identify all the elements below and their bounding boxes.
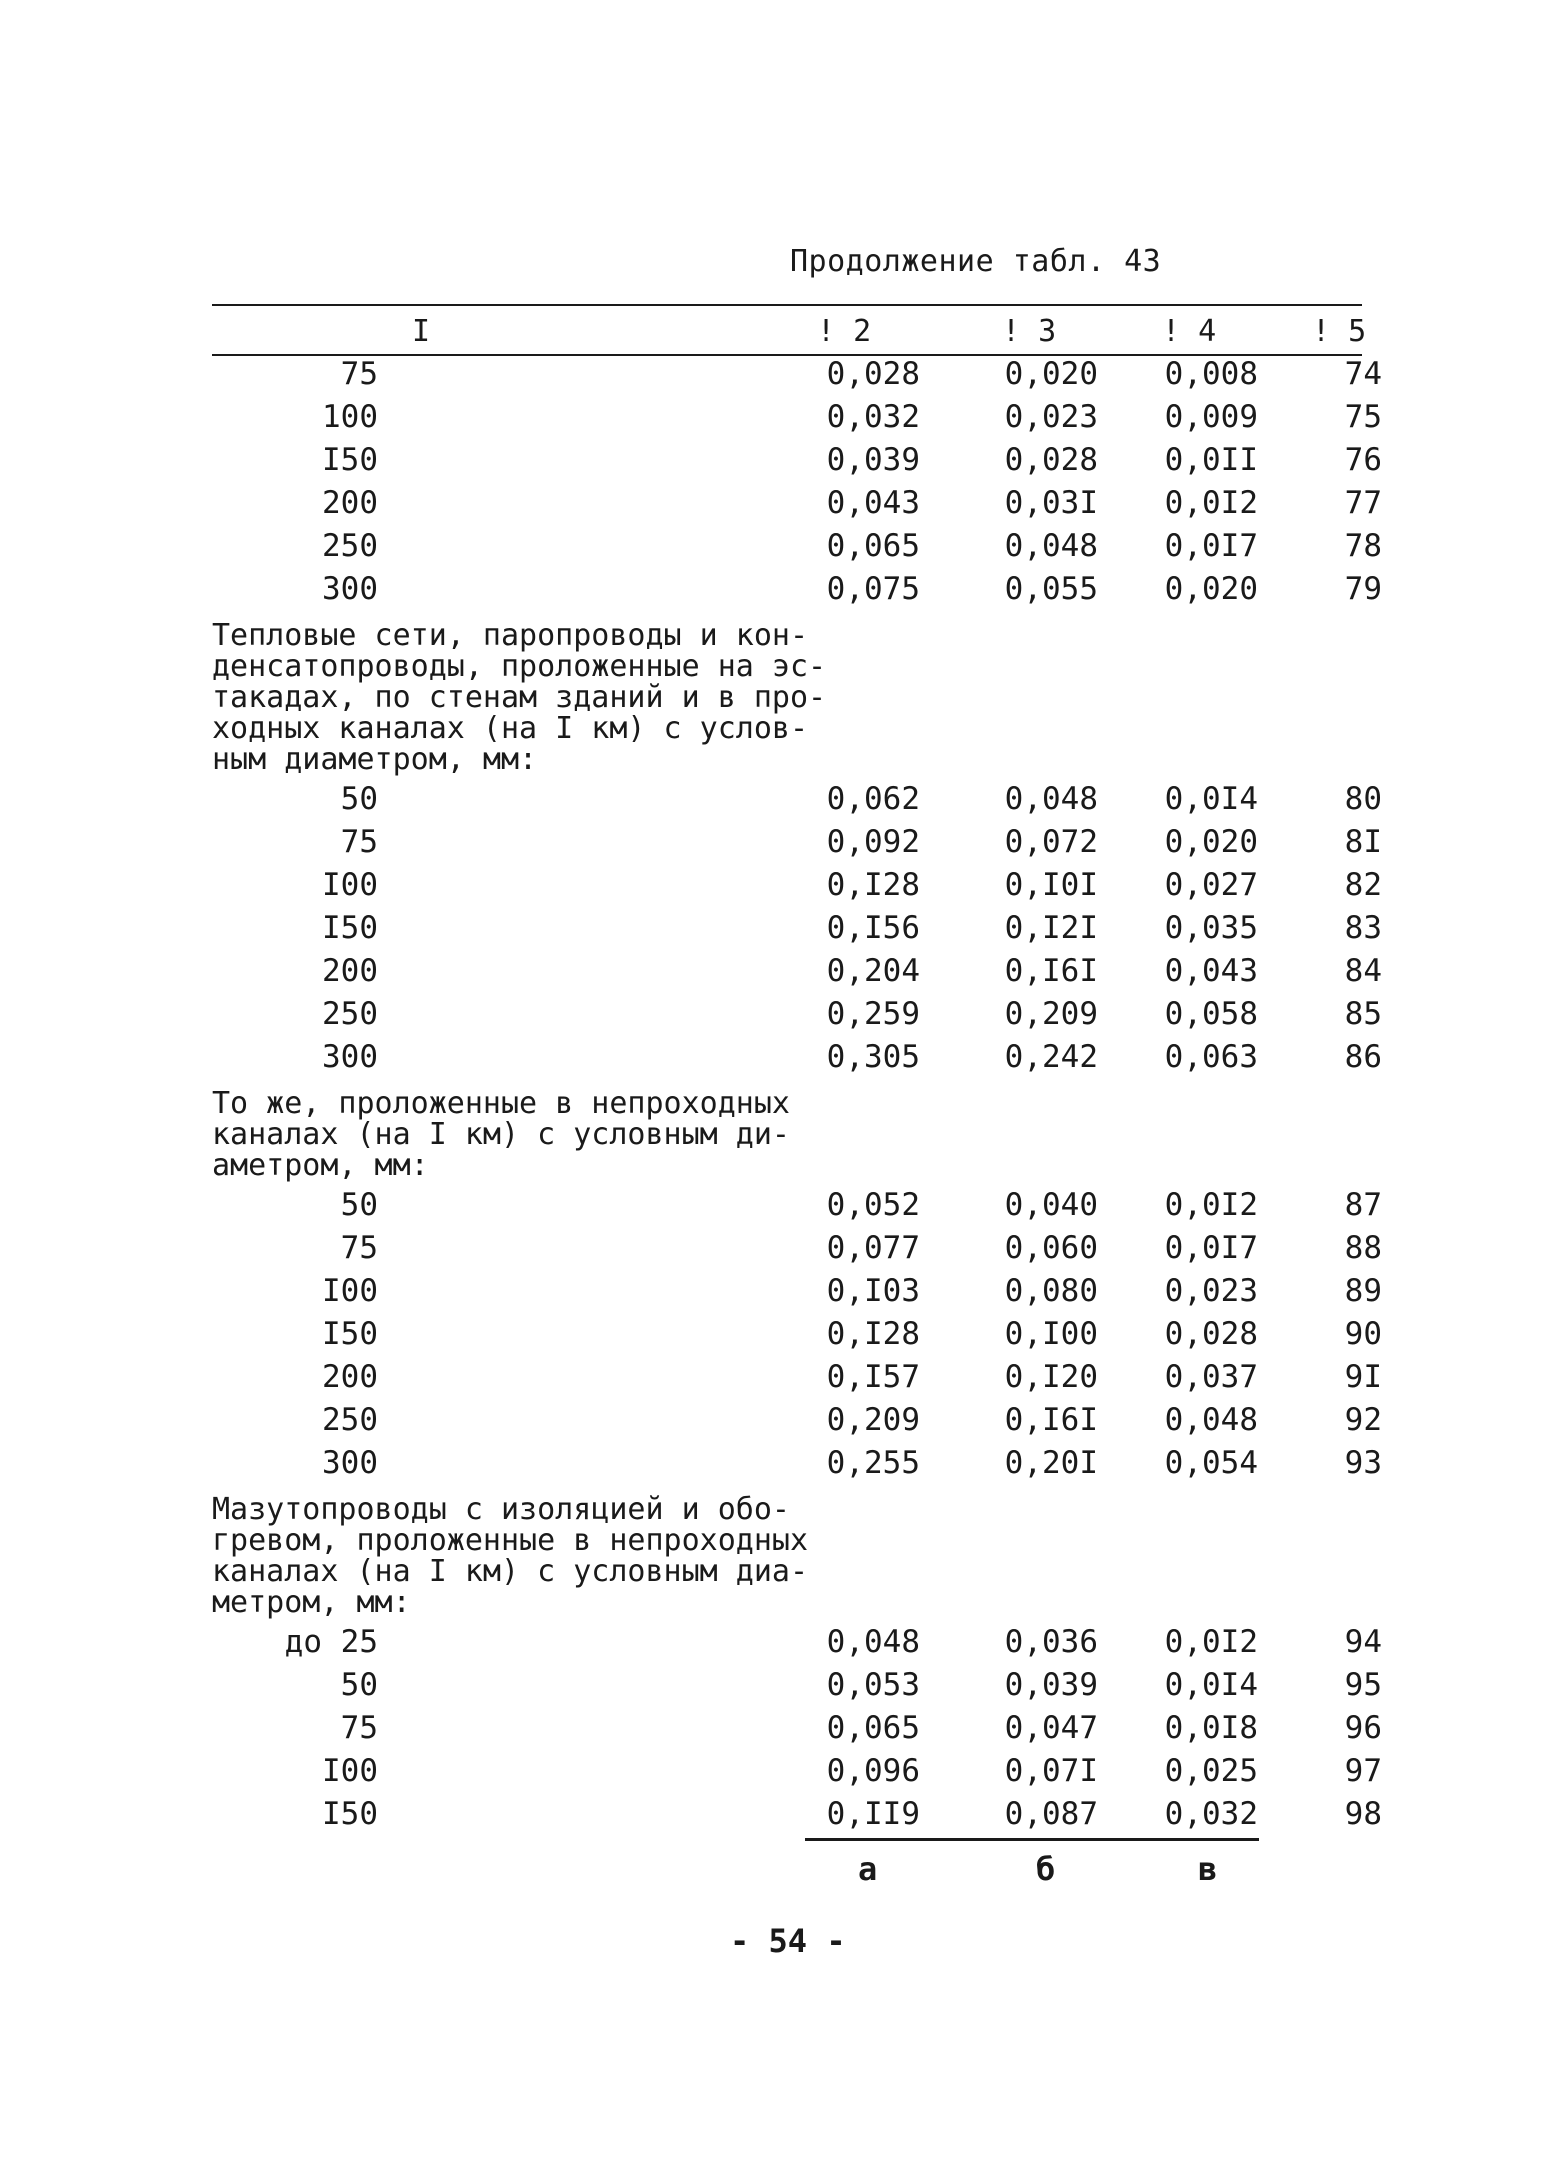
footer-label-b: б bbox=[1036, 1850, 1056, 1888]
row-number-cell: 77 bbox=[1344, 485, 1382, 521]
header-col-5: ! 5 bbox=[1312, 314, 1367, 349]
table-row bbox=[0, 1230, 1558, 1273]
page-number: - 54 - bbox=[730, 1922, 846, 1960]
col2-value-cell: 0,I28 bbox=[826, 867, 920, 903]
table-row bbox=[0, 485, 1558, 528]
col3-value-cell: 0,039 bbox=[1004, 1667, 1098, 1703]
col3-value-cell: 0,I6I bbox=[1004, 1402, 1098, 1438]
footer-label-c: в bbox=[1198, 1850, 1218, 1888]
col3-value-cell: 0,20I bbox=[1004, 1445, 1098, 1481]
diameter-cell: 300 bbox=[322, 571, 378, 607]
table-row bbox=[0, 1624, 1558, 1667]
table-row bbox=[0, 867, 1558, 910]
diameter-cell: 50 bbox=[340, 1187, 378, 1223]
diameter-cell: I50 bbox=[322, 910, 378, 946]
header-col-3: ! 3 bbox=[1002, 314, 1057, 349]
table-row bbox=[0, 781, 1558, 824]
col2-value-cell: 0,305 bbox=[826, 1039, 920, 1075]
col3-value-cell: 0,I20 bbox=[1004, 1359, 1098, 1395]
col3-value-cell: 0,036 bbox=[1004, 1624, 1098, 1660]
col2-value-cell: 0,039 bbox=[826, 442, 920, 478]
col2-value-cell: 0,065 bbox=[826, 528, 920, 564]
row-number-cell: 95 bbox=[1344, 1667, 1382, 1703]
footer-label-a: а bbox=[858, 1850, 878, 1888]
col3-value-cell: 0,080 bbox=[1004, 1273, 1098, 1309]
col4-value-cell: 0,063 bbox=[1164, 1039, 1258, 1075]
diameter-cell: I00 bbox=[322, 1273, 378, 1309]
col4-value-cell: 0,0II bbox=[1164, 442, 1258, 478]
diameter-cell: I50 bbox=[322, 1796, 378, 1832]
diameter-cell: I50 bbox=[322, 442, 378, 478]
diameter-cell: 50 bbox=[340, 781, 378, 817]
col4-value-cell: 0,020 bbox=[1164, 571, 1258, 607]
col3-value-cell: 0,I0I bbox=[1004, 867, 1098, 903]
table-header bbox=[212, 314, 1367, 350]
diameter-cell: 75 bbox=[340, 356, 378, 392]
row-number-cell: 96 bbox=[1344, 1710, 1382, 1746]
row-number-cell: 79 bbox=[1344, 571, 1382, 607]
col3-value-cell: 0,07I bbox=[1004, 1753, 1098, 1789]
col3-value-cell: 0,055 bbox=[1004, 571, 1098, 607]
header-col-4: ! 4 bbox=[1162, 314, 1217, 349]
col3-value-cell: 0,048 bbox=[1004, 528, 1098, 564]
col4-value-cell: 0,008 bbox=[1164, 356, 1258, 392]
col3-value-cell: 0,060 bbox=[1004, 1230, 1098, 1266]
row-number-cell: 74 bbox=[1344, 356, 1382, 392]
col3-value-cell: 0,242 bbox=[1004, 1039, 1098, 1075]
table-row bbox=[0, 1273, 1558, 1316]
col4-value-cell: 0,054 bbox=[1164, 1445, 1258, 1481]
col3-value-cell: 0,028 bbox=[1004, 442, 1098, 478]
col2-value-cell: 0,075 bbox=[826, 571, 920, 607]
col2-value-cell: 0,052 bbox=[826, 1187, 920, 1223]
row-number-cell: 85 bbox=[1344, 996, 1382, 1032]
col4-value-cell: 0,0I4 bbox=[1164, 781, 1258, 817]
header-col-2: ! 2 bbox=[817, 314, 872, 349]
table-row bbox=[0, 1316, 1558, 1359]
diameter-cell: 300 bbox=[322, 1445, 378, 1481]
row-number-cell: 9I bbox=[1344, 1359, 1382, 1395]
col4-value-cell: 0,0I7 bbox=[1164, 528, 1258, 564]
table-bottom-rule bbox=[805, 1838, 1259, 1841]
header-col-1: I bbox=[412, 314, 431, 349]
col4-value-cell: 0,0I7 bbox=[1164, 1230, 1258, 1266]
table-row bbox=[0, 528, 1558, 571]
row-number-cell: 84 bbox=[1344, 953, 1382, 989]
diameter-cell: 75 bbox=[340, 1230, 378, 1266]
row-number-cell: 90 bbox=[1344, 1316, 1382, 1352]
col4-value-cell: 0,043 bbox=[1164, 953, 1258, 989]
col4-value-cell: 0,009 bbox=[1164, 399, 1258, 435]
table-row bbox=[0, 953, 1558, 996]
table-row bbox=[0, 571, 1558, 614]
col2-value-cell: 0,048 bbox=[826, 1624, 920, 1660]
table-row bbox=[0, 1402, 1558, 1445]
table-body bbox=[0, 356, 1558, 1839]
diameter-cell: 200 bbox=[322, 485, 378, 521]
col2-value-cell: 0,204 bbox=[826, 953, 920, 989]
col3-value-cell: 0,209 bbox=[1004, 996, 1098, 1032]
diameter-cell: I00 bbox=[322, 1753, 378, 1789]
col2-value-cell: 0,I57 bbox=[826, 1359, 920, 1395]
diameter-cell: I50 bbox=[322, 1316, 378, 1352]
row-number-cell: 83 bbox=[1344, 910, 1382, 946]
col3-value-cell: 0,047 bbox=[1004, 1710, 1098, 1746]
col2-value-cell: 0,062 bbox=[826, 781, 920, 817]
col2-value-cell: 0,092 bbox=[826, 824, 920, 860]
col3-value-cell: 0,072 bbox=[1004, 824, 1098, 860]
table-row bbox=[0, 1796, 1558, 1839]
col4-value-cell: 0,0I8 bbox=[1164, 1710, 1258, 1746]
section-heading: Мазутопроводы с изоляцией и обо- гревом, проложенные в непроходных каналах (на I км) с условным диа- метром, мм: bbox=[212, 1492, 809, 1620]
table-row bbox=[0, 910, 1558, 953]
diameter-cell: 200 bbox=[322, 953, 378, 989]
diameter-cell: 75 bbox=[340, 1710, 378, 1746]
col4-value-cell: 0,025 bbox=[1164, 1753, 1258, 1789]
col2-value-cell: 0,I28 bbox=[826, 1316, 920, 1352]
table-caption: Продолжение табл. 43 bbox=[790, 244, 1162, 279]
col4-value-cell: 0,0I2 bbox=[1164, 1187, 1258, 1223]
col4-value-cell: 0,027 bbox=[1164, 867, 1258, 903]
diameter-cell: I00 bbox=[322, 867, 378, 903]
col4-value-cell: 0,048 bbox=[1164, 1402, 1258, 1438]
col2-value-cell: 0,255 bbox=[826, 1445, 920, 1481]
row-number-cell: 75 bbox=[1344, 399, 1382, 435]
row-number-cell: 88 bbox=[1344, 1230, 1382, 1266]
col4-value-cell: 0,058 bbox=[1164, 996, 1258, 1032]
row-number-cell: 87 bbox=[1344, 1187, 1382, 1223]
col2-value-cell: 0,065 bbox=[826, 1710, 920, 1746]
section-heading: То же, проложенные в непроходных каналах (на I км) с условным ди- аметром, мм: bbox=[212, 1086, 790, 1183]
table-row bbox=[0, 1359, 1558, 1402]
table-row bbox=[0, 1667, 1558, 1710]
col4-value-cell: 0,023 bbox=[1164, 1273, 1258, 1309]
col3-value-cell: 0,048 bbox=[1004, 781, 1098, 817]
table-row bbox=[0, 1039, 1558, 1082]
col4-value-cell: 0,032 bbox=[1164, 1796, 1258, 1832]
table-row bbox=[0, 442, 1558, 485]
row-number-cell: 80 bbox=[1344, 781, 1382, 817]
col4-value-cell: 0,020 bbox=[1164, 824, 1258, 860]
table-row bbox=[0, 1710, 1558, 1753]
col4-value-cell: 0,0I2 bbox=[1164, 1624, 1258, 1660]
section-heading: Тепловые сети, паропроводы и кон- денсатопроводы, проложенные на эс- такадах, по стенам зданий и в про- ходных каналах (на I км) с услов- ным диаметром, мм: bbox=[212, 618, 827, 777]
col2-value-cell: 0,096 bbox=[826, 1753, 920, 1789]
row-number-cell: 78 bbox=[1344, 528, 1382, 564]
col4-value-cell: 0,037 bbox=[1164, 1359, 1258, 1395]
col3-value-cell: 0,023 bbox=[1004, 399, 1098, 435]
col2-value-cell: 0,I03 bbox=[826, 1273, 920, 1309]
row-number-cell: 8I bbox=[1344, 824, 1382, 860]
table-row bbox=[0, 1445, 1558, 1488]
col3-value-cell: 0,I00 bbox=[1004, 1316, 1098, 1352]
diameter-cell: 100 bbox=[322, 399, 378, 435]
diameter-cell: 50 bbox=[340, 1667, 378, 1703]
col2-value-cell: 0,I56 bbox=[826, 910, 920, 946]
diameter-cell: 75 bbox=[340, 824, 378, 860]
table-row bbox=[0, 356, 1558, 399]
col2-value-cell: 0,209 bbox=[826, 1402, 920, 1438]
col2-value-cell: 0,II9 bbox=[826, 1796, 920, 1832]
diameter-cell: 250 bbox=[322, 996, 378, 1032]
table-row bbox=[0, 824, 1558, 867]
row-number-cell: 76 bbox=[1344, 442, 1382, 478]
diameter-cell: до 25 bbox=[284, 1624, 378, 1660]
col4-value-cell: 0,0I2 bbox=[1164, 485, 1258, 521]
diameter-cell: 300 bbox=[322, 1039, 378, 1075]
col3-value-cell: 0,I2I bbox=[1004, 910, 1098, 946]
col4-value-cell: 0,0I4 bbox=[1164, 1667, 1258, 1703]
col2-value-cell: 0,077 bbox=[826, 1230, 920, 1266]
col3-value-cell: 0,087 bbox=[1004, 1796, 1098, 1832]
row-number-cell: 98 bbox=[1344, 1796, 1382, 1832]
col3-value-cell: 0,03I bbox=[1004, 485, 1098, 521]
row-number-cell: 92 bbox=[1344, 1402, 1382, 1438]
col2-value-cell: 0,259 bbox=[826, 996, 920, 1032]
table-top-rule bbox=[212, 304, 1362, 306]
diameter-cell: 250 bbox=[322, 1402, 378, 1438]
col2-value-cell: 0,032 bbox=[826, 399, 920, 435]
row-number-cell: 94 bbox=[1344, 1624, 1382, 1660]
col3-value-cell: 0,020 bbox=[1004, 356, 1098, 392]
diameter-cell: 250 bbox=[322, 528, 378, 564]
row-number-cell: 97 bbox=[1344, 1753, 1382, 1789]
table-row bbox=[0, 399, 1558, 442]
col2-value-cell: 0,043 bbox=[826, 485, 920, 521]
table-row bbox=[0, 1753, 1558, 1796]
row-number-cell: 93 bbox=[1344, 1445, 1382, 1481]
row-number-cell: 86 bbox=[1344, 1039, 1382, 1075]
table-row bbox=[0, 1187, 1558, 1230]
col3-value-cell: 0,040 bbox=[1004, 1187, 1098, 1223]
col2-value-cell: 0,028 bbox=[826, 356, 920, 392]
col4-value-cell: 0,035 bbox=[1164, 910, 1258, 946]
diameter-cell: 200 bbox=[322, 1359, 378, 1395]
row-number-cell: 89 bbox=[1344, 1273, 1382, 1309]
col3-value-cell: 0,I6I bbox=[1004, 953, 1098, 989]
table-row bbox=[0, 996, 1558, 1039]
col4-value-cell: 0,028 bbox=[1164, 1316, 1258, 1352]
col2-value-cell: 0,053 bbox=[826, 1667, 920, 1703]
row-number-cell: 82 bbox=[1344, 867, 1382, 903]
